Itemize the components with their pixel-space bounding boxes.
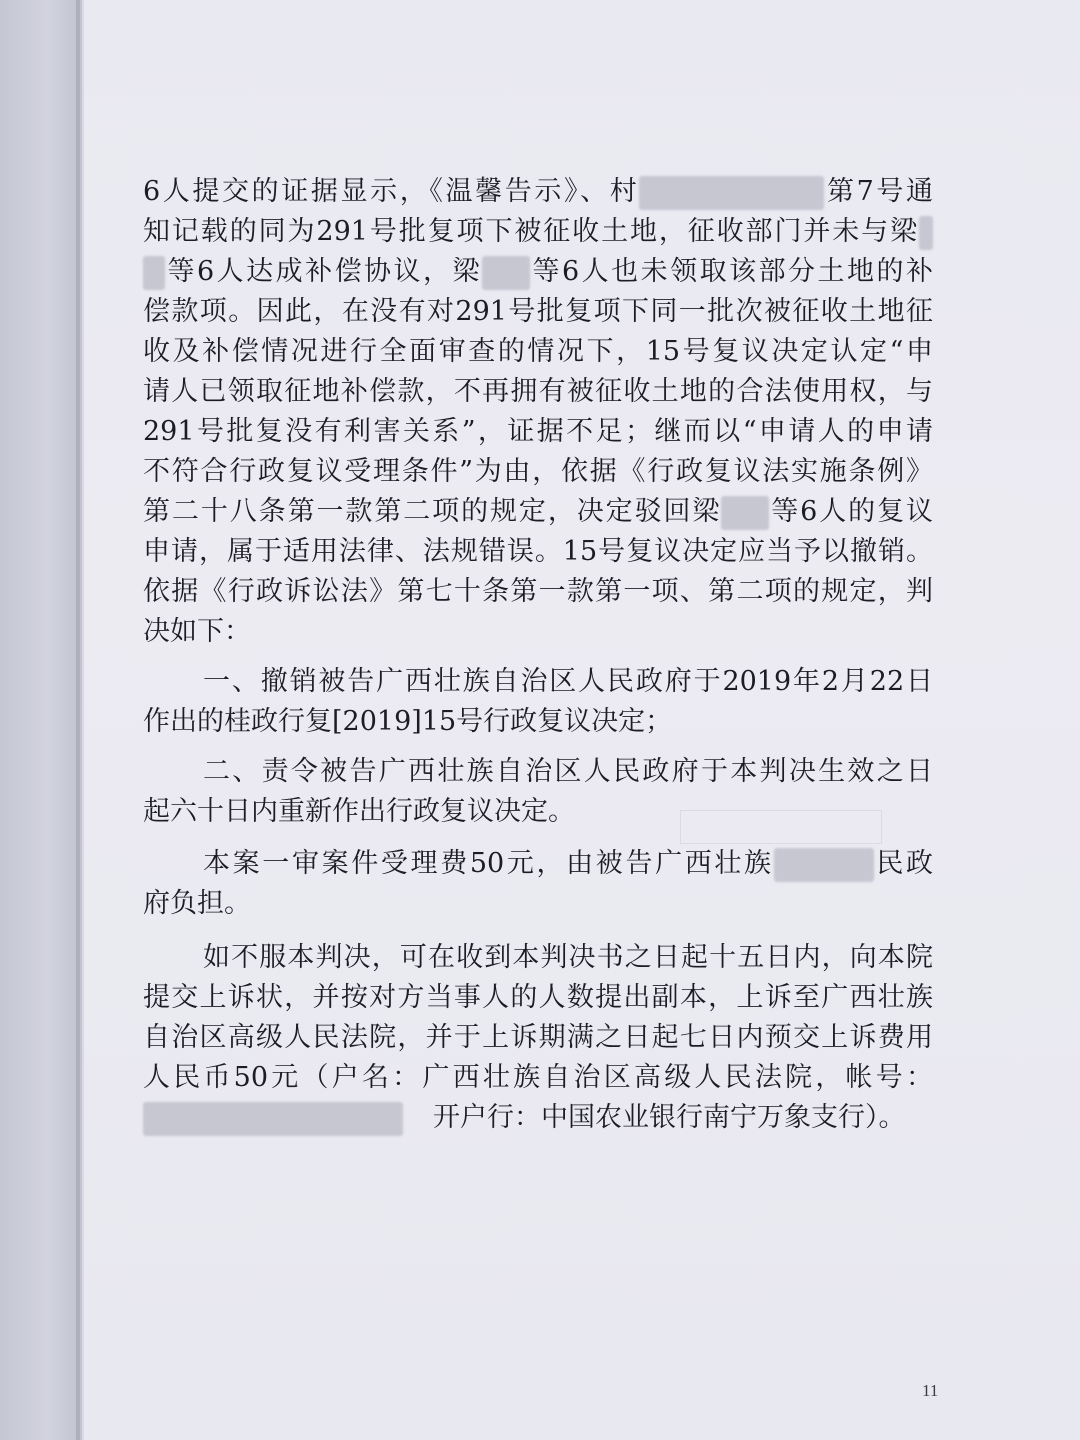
text-line [143,572,933,612]
text-fragment: 自治区高级人民法院，并于上诉期满之日起七日内预交上诉费用 [143,1022,933,1053]
text-fragment: 等6人也未领取该部分土地的补 [530,256,933,287]
text-fragment: 291号批复没有利害关系”，证据不足；继而以“申请人的申请 [143,416,933,447]
text-fragment: 第二十八条第一款第二项的规定，决定驳回梁 [143,496,722,527]
text-fragment: 知记载的同为291号批复项下被征收土地，征收部门并未与梁 [143,216,919,247]
text-line [143,332,933,372]
redaction-block [774,848,874,882]
text-line [143,452,933,492]
text-fragment: 第7号通 [824,176,933,207]
redaction-block [143,256,165,290]
text-fragment: 决如下： [143,616,251,647]
redaction-block [919,216,933,250]
text-fragment: 偿款项。因此，在没有对291号批复项下同一批次被征收土地征 [143,296,933,327]
text-line [143,978,933,1018]
previous-page-edge [0,0,82,1440]
text-fragment: 人民币50元（户名：广西壮族自治区高级人民法院，帐号： [143,1062,933,1093]
text-fragment: 本案一审案件受理费50元，由被告广西壮族 [203,848,774,879]
text-fragment: 6人提交的证据显示，《温馨告示》、村 [143,176,640,207]
ruling-item-1 [143,662,933,702]
text-line [143,532,933,572]
page-binding-edge [76,0,80,1440]
text-fragment: 依据《行政诉讼法》第七十条第一款第一项、第二项的规定，判 [143,576,933,607]
text-fragment: 等6人达成补偿协议，梁 [165,256,483,287]
redaction-block [721,496,769,530]
text-fragment: 开户行：中国农业银行南宁万象支行）。 [433,1102,906,1133]
redaction-block [639,176,824,210]
text-fragment: 一、撤销被告广西壮族自治区人民政府于2019年2月22日 [203,666,933,697]
page-number: 11 [922,1381,939,1400]
text-line [143,292,933,332]
text-fragment: 等6人的复议 [769,496,934,527]
text-line [143,792,575,832]
text-line [143,172,933,212]
text-line [143,412,933,452]
text-line [143,938,933,978]
text-fragment: 提交上诉状，并按对方当事人的人数提出副本，上诉至广西壮族 [143,982,933,1013]
text-fragment: 请人已领取征地补偿款，不再拥有被征收土地的合法使用权，与 [143,376,933,407]
text-line [143,884,251,924]
text-line [143,702,672,742]
text-line [143,1018,933,1058]
text-fragment: 府负担。 [143,888,251,919]
faded-stamp [680,810,882,844]
text-line [143,492,933,532]
redaction-block [143,1102,403,1136]
text-line [143,612,251,652]
text-line [143,212,933,252]
text-line [143,1098,906,1138]
text-line [143,372,933,412]
text-fragment: 作出的桂政行复[2019]15号行政复议决定； [143,706,673,737]
text-fragment: 不符合行政复议受理条件”为由，依据《行政复议法实施条例》 [143,456,933,487]
text-line [143,252,933,292]
text-fragment: 民政 [873,848,934,879]
text-line [143,1058,933,1098]
redaction-block [482,256,530,290]
text-fragment: 二、责令被告广西壮族自治区人民政府于本判决生效之日 [203,756,933,787]
text-line [143,844,933,884]
text-fragment: 如不服本判决，可在收到本判决书之日起十五日内，向本院 [203,942,933,973]
text-fragment: 起六十日内重新作出行政复议决定。 [143,796,575,827]
text-fragment: 申请，属于适用法律、法规错误。15号复议决定应当予以撤销。 [143,536,933,567]
text-fragment: 收及补偿情况进行全面审查的情况下，15号复议决定认定“申 [143,336,933,367]
ruling-item-2 [143,752,933,792]
